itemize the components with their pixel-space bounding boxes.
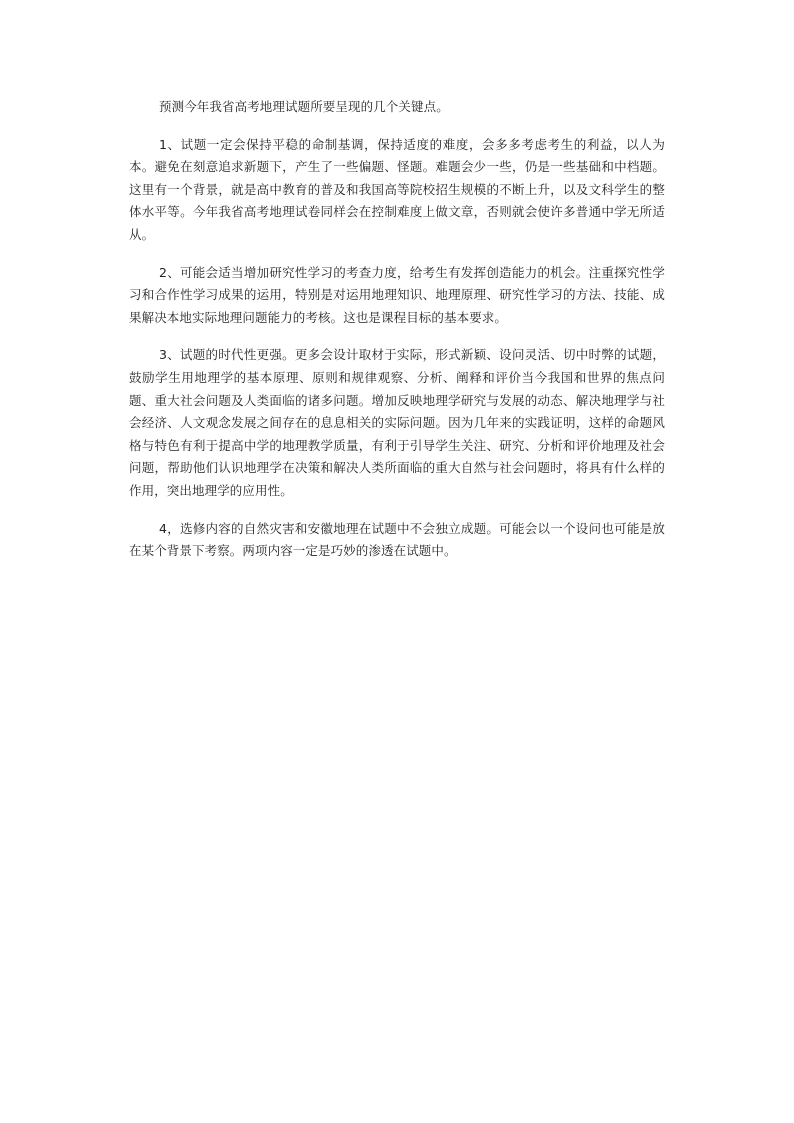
document-body xyxy=(129,96,665,563)
point-paragraph-2: 2、可能会适当增加研究性学习的考查力度，给考生有发挥创造能力的机会。注重探究性学习和合作性学习成果的运用，特别是对运用地理知识、地理原理、研究性学习的方法、技能、成果解决本地实际地理问题能力的考核。这也是课程目标的基本要求。 xyxy=(129,264,665,325)
point-paragraph-1: 1、试题一定会保持平稳的命制基调，保持适度的难度，会多多考虑考生的利益，以人为本。避免在刻意追求新题下，产生了一些偏题、怪题。难题会少一些，仍是一些基础和中档题。这里有一个背景，就是高中教育的普及和我国高等院校招生规模的不断上升，以及文科学生的整体水平等。今年我省高考地理试卷同样会在控制难度上做文章，否则就会使许多普通中学无所适从。 xyxy=(129,136,665,242)
intro-paragraph: 预测今年我省高考地理试题所要呈现的几个关键点。 xyxy=(159,99,449,114)
point-paragraph-4: 4，选修内容的自然灾害和安徽地理在试题中不会独立成题。可能会以一个设问也可能是放在某个背景下考察。两项内容一定是巧妙的渗透在试题中。 xyxy=(129,520,665,559)
point-paragraph-3: 3、试题的时代性更强。更多会设计取材于实际，形式新颖、设问灵活、切中时弊的试题，鼓励学生用地理学的基本原理、原则和规律观察、分析、阐释和评价当今我国和世界的焦点问题、重大社会问题及人类面临的诸多问题。增加反映地理学研究与发展的动态、解决地理学与社会经济、人文观念发展之间存在的息息相关的实际问题。因为几年来的实践证明，这样的命题风格与特色有利于提高中学的地理教学质量，有利于引导学生关注、研究、分析和评价地理及社会问题，帮助他们认识地理学在决策和解决人类所面临的重大自然与社会问题时，将具有什么样的作用，突出地理学的应用性。 xyxy=(129,347,665,498)
